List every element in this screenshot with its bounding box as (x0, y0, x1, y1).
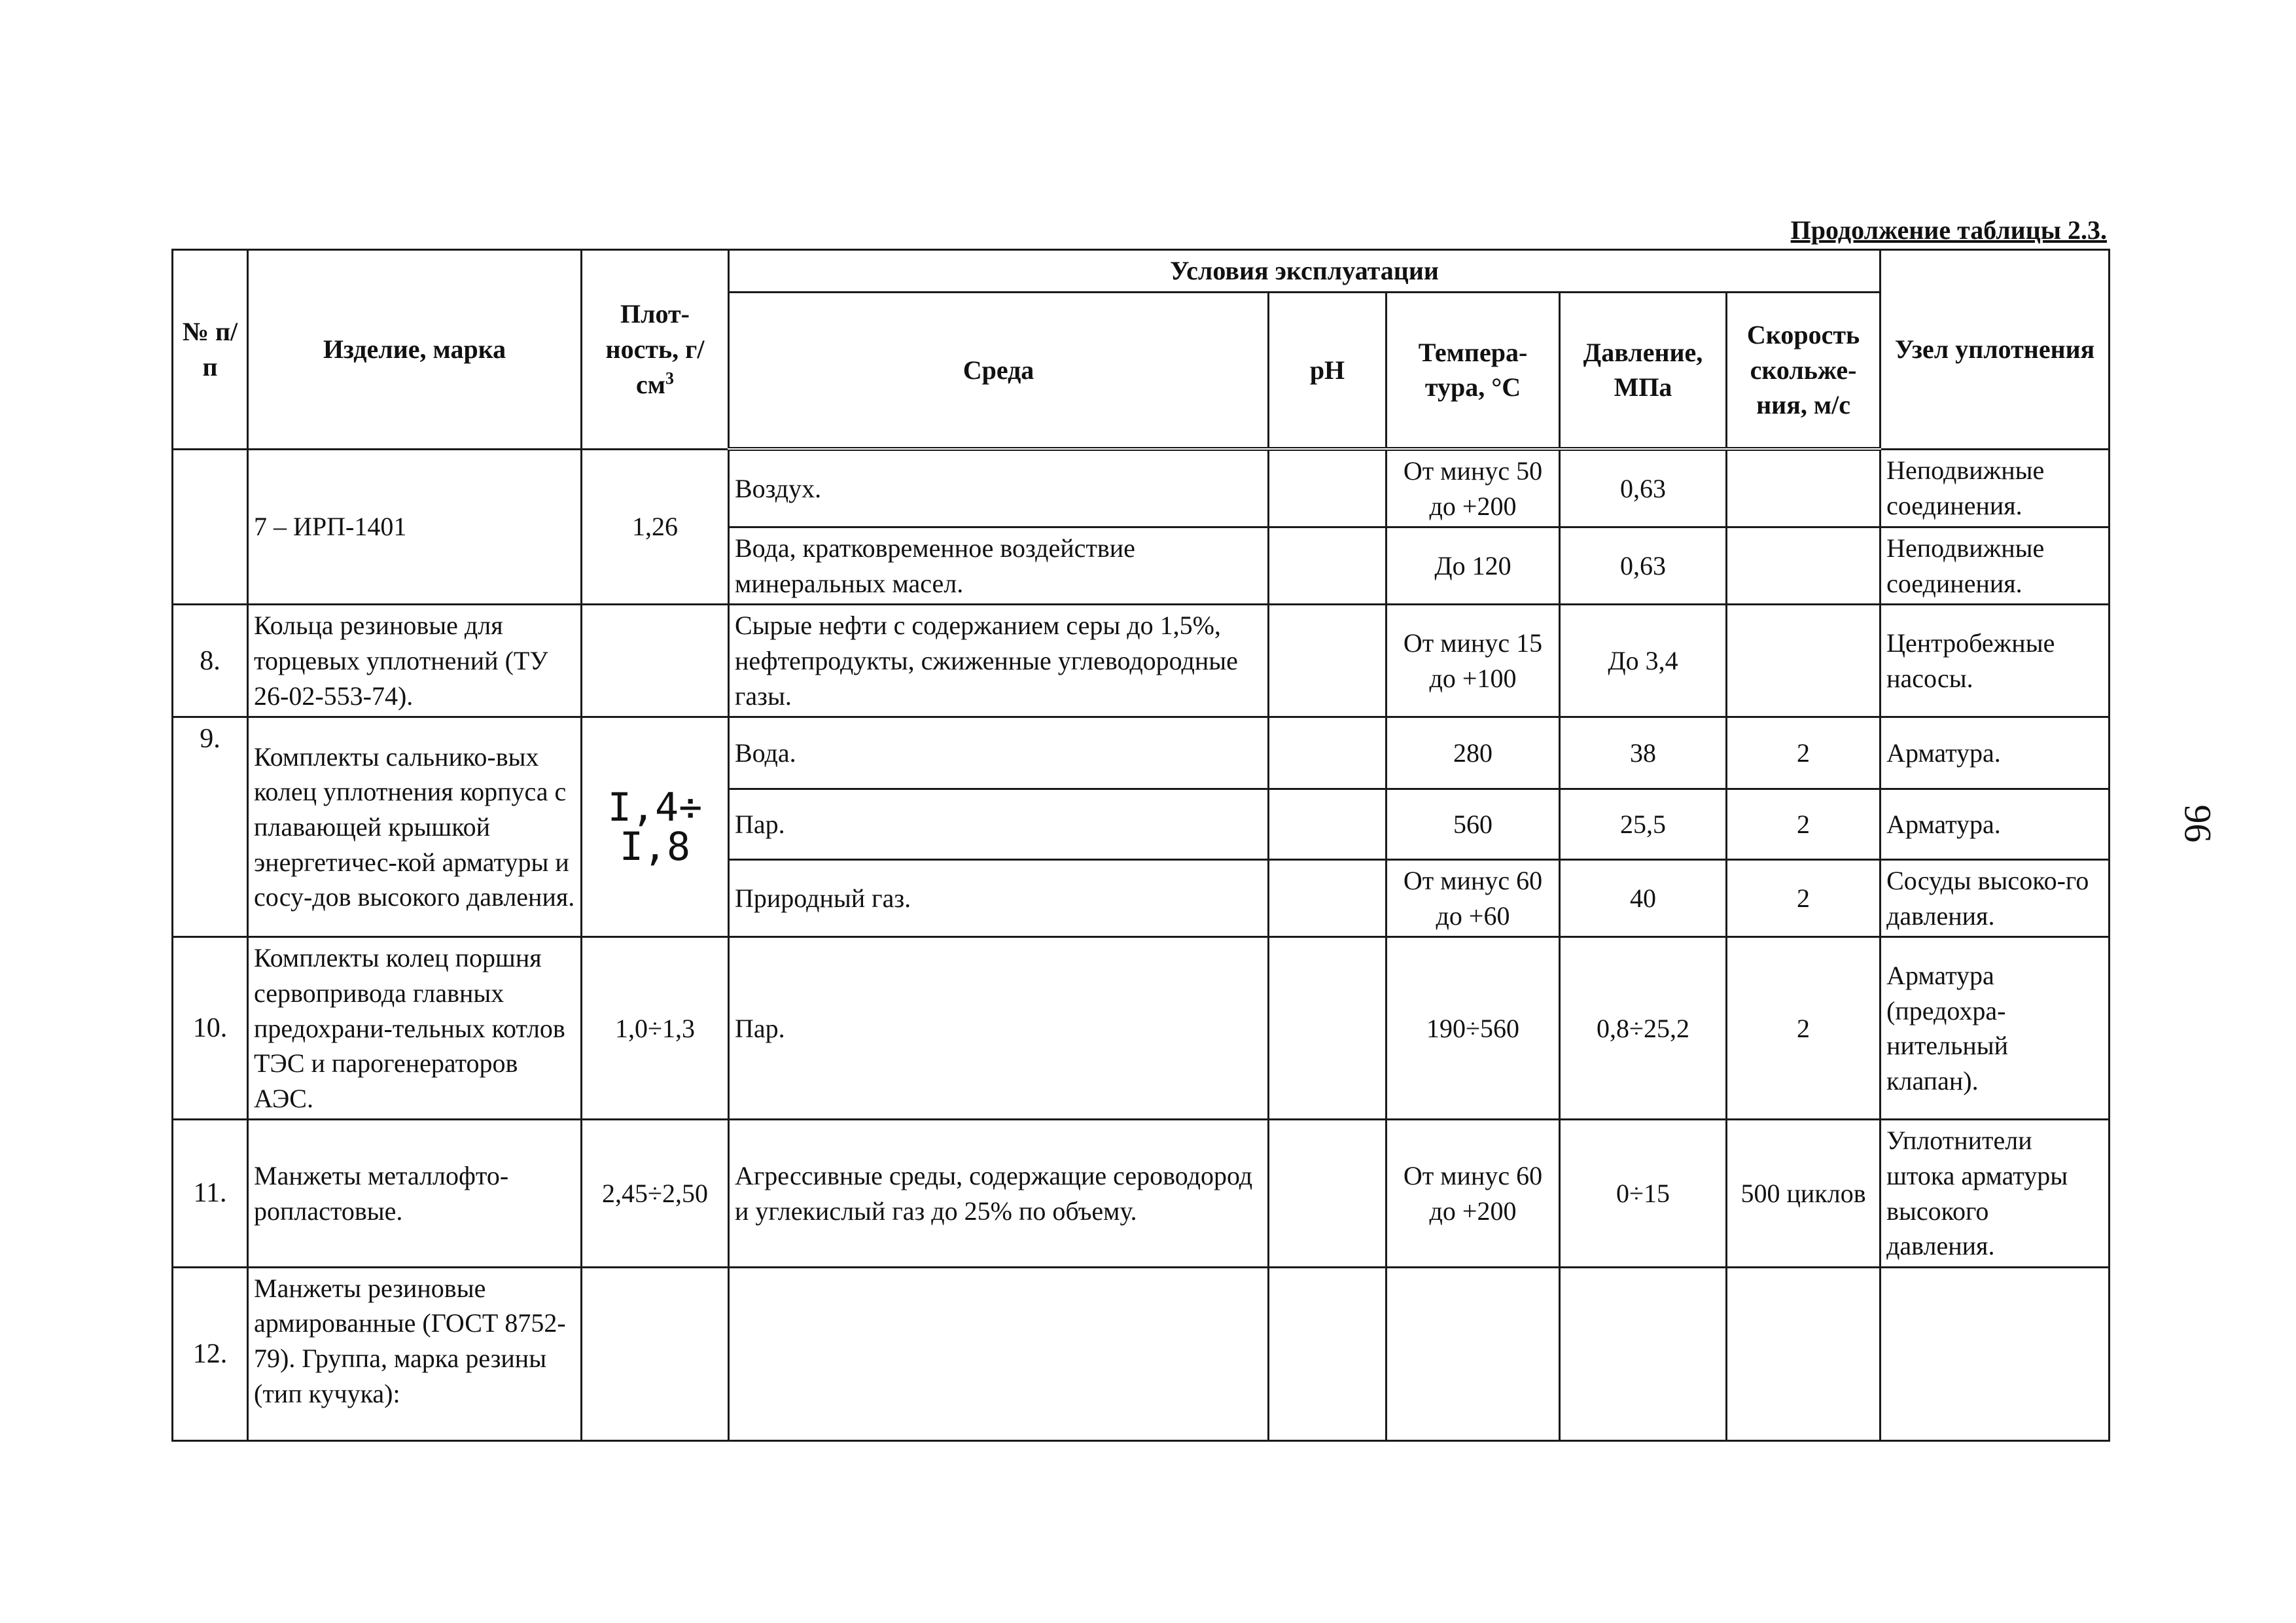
header-density-text: Плот-ность, г/см (605, 299, 705, 399)
cell-ph (1269, 1120, 1386, 1267)
page-number: 96 (2176, 804, 2219, 843)
cell-medium: Вода. (729, 717, 1269, 789)
header-unit: Узел уплотнения (1881, 250, 2110, 450)
header-item: Изделие, марка (248, 250, 582, 450)
cell-num (173, 449, 248, 605)
header-num: № п/п (173, 250, 248, 450)
cell-temperature: От минус 50 до +200 (1386, 449, 1560, 527)
table-row (173, 937, 2110, 1120)
cell-item: Кольца резиновые для торцевых уплотнений (ТУ 26-02-553-74). (248, 605, 582, 717)
cell-medium: Природный газ. (729, 860, 1269, 937)
cell-item: Манжеты металлофто-ропластовые. (248, 1120, 582, 1267)
cell-num: 11. (173, 1120, 248, 1267)
cell-pressure: До 3,4 (1560, 605, 1727, 717)
table-header (173, 250, 2110, 450)
cell-medium: Пар. (729, 789, 1269, 860)
cell-unit: Арматура (предохра-нительный клапан). (1881, 937, 2110, 1120)
header-temperature: Темпера-тура, °С (1386, 292, 1560, 449)
cell-unit: Уплотнители штока арматуры высокого давления. (1881, 1120, 2110, 1267)
cell-ph (1269, 449, 1386, 527)
density-handwritten-bottom: I,8 (619, 823, 691, 870)
cell-num: 9. (173, 717, 248, 937)
cell-pressure: 25,5 (1560, 789, 1727, 860)
cell-ph (1269, 789, 1386, 860)
cell-temperature: От минус 15 до +100 (1386, 605, 1560, 717)
cell-temperature: До 120 (1386, 527, 1560, 605)
cell-temperature: 560 (1386, 789, 1560, 860)
cell-pressure: 0÷15 (1560, 1120, 1727, 1267)
cell-ph (1269, 605, 1386, 717)
cell-speed (1727, 1267, 1881, 1440)
cell-pressure: 0,63 (1560, 527, 1727, 605)
cell-medium: Агрессивные среды, содержащие сероводород и углекислый газ до 25% по объему. (729, 1120, 1269, 1267)
header-speed: Скорость скольже-ния, м/с (1727, 292, 1881, 449)
cell-unit: Центробежные насосы. (1881, 605, 2110, 717)
table-body (173, 449, 2110, 1440)
cell-medium: Вода, кратковременное воздействие минеральных масел. (729, 527, 1269, 605)
cell-ph (1269, 937, 1386, 1120)
cell-density: 1,26 (582, 449, 729, 605)
cell-density (582, 717, 729, 937)
cell-density (582, 1267, 729, 1440)
table-caption: Продолжение таблицы 2.3. (1790, 215, 2107, 245)
cell-ph (1269, 527, 1386, 605)
cell-unit (1881, 1267, 2110, 1440)
cell-ph (1269, 860, 1386, 937)
header-medium: Среда (729, 292, 1269, 449)
cell-speed (1727, 605, 1881, 717)
cell-temperature: От минус 60 до +200 (1386, 1120, 1560, 1267)
density-handwritten-top: I,4÷ (607, 784, 703, 830)
table-row (173, 1267, 2110, 1440)
cell-ph (1269, 1267, 1386, 1440)
cell-unit: Арматура. (1881, 717, 2110, 789)
cell-temperature: 280 (1386, 717, 1560, 789)
cell-medium (729, 1267, 1269, 1440)
cell-pressure: 0,63 (1560, 449, 1727, 527)
header-density-sup: 3 (665, 368, 674, 388)
cell-speed: 2 (1727, 789, 1881, 860)
cell-item: Манжеты резиновые армированные (ГОСТ 8752-79). Группа, марка резины (тип кучука): (248, 1267, 582, 1440)
header-pressure: Давление, МПа (1560, 292, 1727, 449)
cell-density: 1,0÷1,3 (582, 937, 729, 1120)
cell-temperature: От минус 60 до +60 (1386, 860, 1560, 937)
cell-density (582, 605, 729, 717)
cell-item: Комплекты сальнико-вых колец уплотнения корпуса с плавающей крышкой энергетичес-кой арматуры и сосу-дов высокого давления. (248, 717, 582, 937)
cell-unit: Неподвижные соединения. (1881, 527, 2110, 605)
header-density (582, 250, 729, 450)
cell-pressure: 38 (1560, 717, 1727, 789)
cell-unit: Арматура. (1881, 789, 2110, 860)
header-ph: pH (1269, 292, 1386, 449)
cell-density: 2,45÷2,50 (582, 1120, 729, 1267)
cell-medium: Воздух. (729, 449, 1269, 527)
cell-speed (1727, 527, 1881, 605)
materials-table (171, 249, 2110, 1442)
cell-pressure: 40 (1560, 860, 1727, 937)
table-row (173, 1120, 2110, 1267)
cell-speed: 2 (1727, 860, 1881, 937)
cell-unit: Сосуды высоко-го давления. (1881, 860, 2110, 937)
cell-pressure (1560, 1267, 1727, 1440)
cell-temperature: 190÷560 (1386, 937, 1560, 1120)
cell-medium: Сырые нефти с содержанием серы до 1,5%, нефтепродукты, сжиженные углеводородные газы. (729, 605, 1269, 717)
cell-speed: 2 (1727, 937, 1881, 1120)
cell-speed: 2 (1727, 717, 1881, 789)
cell-speed: 500 циклов (1727, 1120, 1881, 1267)
cell-num: 12. (173, 1267, 248, 1440)
table-row (173, 605, 2110, 717)
cell-num: 10. (173, 937, 248, 1120)
cell-temperature (1386, 1267, 1560, 1440)
table-row (173, 717, 2110, 789)
cell-speed (1727, 449, 1881, 527)
cell-medium: Пар. (729, 937, 1269, 1120)
cell-pressure: 0,8÷25,2 (1560, 937, 1727, 1120)
cell-item: 7 – ИРП-1401 (248, 449, 582, 605)
header-conditions: Условия эксплуатации (729, 250, 1881, 293)
cell-unit: Неподвижные соединения. (1881, 449, 2110, 527)
cell-item: Комплекты колец поршня сервопривода главных предохрани-тельных котлов ТЭС и парогенераторов АЭС. (248, 937, 582, 1120)
cell-ph (1269, 717, 1386, 789)
cell-num: 8. (173, 605, 248, 717)
table-row (173, 449, 2110, 527)
